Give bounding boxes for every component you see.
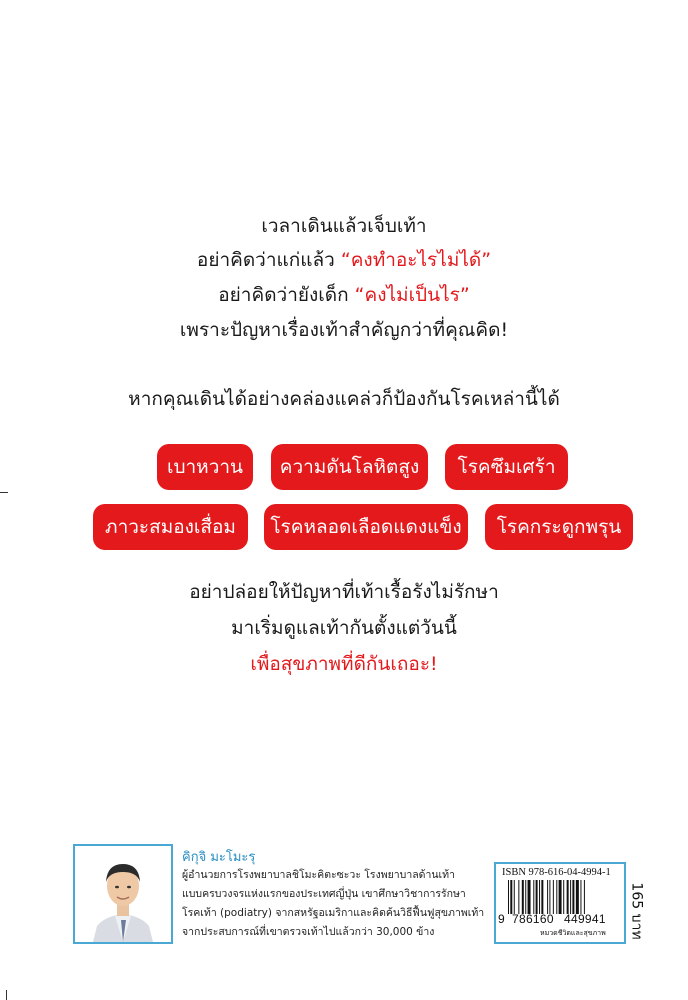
disease-diabetes: เบาหวาน: [157, 444, 253, 490]
author-bio: [182, 866, 484, 942]
intro-line-2-quote: “คงทำอะไรไม่ได้”: [340, 249, 492, 271]
intro-line-1: เวลาเดินแล้วเจ็บเท้า: [261, 215, 427, 237]
author-bio-line: โรคเท้า (podiatry) จากสหรัฐอเมริกาและคิดค้นวิธีฟื้นฟูสุขภาพเท้า: [182, 907, 485, 919]
barcode-bar: [525, 880, 526, 914]
prevent-heading: หากคุณเดินได้อย่างคล่องแคล่วก็ป้องกันโรคเหล่านี้ได้: [128, 388, 560, 410]
author-portrait-image: [75, 846, 171, 942]
barcode-category: หมวดชีวิตและสุขภาพ: [540, 929, 606, 937]
barcode-bar: [576, 880, 579, 914]
barcode-bar: [570, 880, 571, 914]
barcode-bar: [508, 880, 509, 914]
crop-mark-left: [0, 492, 8, 493]
barcode-bar: [533, 880, 534, 914]
disease-depression: โรคซึมเศร้า: [445, 444, 568, 490]
barcode-bar: [563, 880, 564, 914]
isbn-barcode-box: [494, 862, 626, 944]
barcode-bar: [522, 880, 524, 914]
barcode-first-digit: 9: [498, 912, 505, 926]
closing-line-3: เพื่อสุขภาพที่ดีกันเถอะ!: [250, 653, 438, 675]
barcode-bar: [580, 880, 581, 914]
barcode-bar: [541, 880, 543, 914]
barcode-bar: [584, 880, 585, 914]
barcode-bar: [528, 880, 531, 914]
closing-line-1: อย่าปล่อยให้ปัญหาที่เท้าเรื้อรังไม่รักษา: [189, 581, 499, 603]
intro-line-3: [0, 283, 688, 307]
intro-line-2: [0, 248, 688, 272]
disease-atherosclerosis: โรคหลอดเลือดแดงแข็ง: [264, 504, 468, 550]
barcode-bar: [510, 880, 512, 914]
closing-line-2: มาเริ่มดูแลเท้ากันตั้งแต่วันนี้: [231, 617, 457, 639]
price-label: 165 บาท: [628, 882, 645, 940]
barcode-bar: [556, 880, 557, 914]
isbn-text: ISBN 978-616-04-4994-1: [502, 867, 611, 878]
author-name: คิกุจิ มะโมะรุ: [182, 850, 256, 865]
barcode-group-1: 786160: [512, 912, 554, 926]
intro-line-3-quote: “คงไม่เป็นไร”: [354, 284, 470, 306]
author-bio-line: ผู้อำนวยการโรงพยาบาลชิโมะคิตะซะวะ โรงพยาบาลด้านเท้า: [182, 869, 455, 881]
barcode-bar: [567, 880, 569, 914]
barcode-group-2: 449941: [564, 912, 606, 926]
barcode-bar: [514, 880, 515, 914]
author-photo: [73, 844, 173, 944]
intro-line-2-text: อย่าคิดว่าแก่แล้ว: [196, 249, 341, 271]
barcode-bar: [559, 880, 562, 914]
disease-dementia: ภาวะสมองเสื่อม: [93, 504, 248, 550]
barcode-bar: [547, 880, 548, 914]
barcode-bar: [549, 880, 550, 914]
barcode-bar: [536, 880, 538, 914]
barcode-bar: [572, 880, 574, 914]
barcode-bars: [508, 880, 616, 914]
author-bio-line: แบบครบวงจรแห่งแรกของประเทศญี่ปุ่น เขาศึกษาวิชาการรักษา: [182, 888, 466, 900]
intro-line-4: เพราะปัญหาเรื่องเท้าสำคัญกว่าที่คุณคิด!: [179, 319, 509, 341]
barcode-bar: [518, 880, 519, 914]
author-bio-line: จากประสบการณ์ที่เขาตรวจเท้าไปแล้วกว่า 30,000 ข้าง: [182, 926, 435, 938]
crop-mark-bottom: [6, 990, 7, 1000]
barcode-bar: [539, 880, 540, 914]
intro-line-3-text: อย่าคิดว่ายังเด็ก: [218, 284, 355, 306]
disease-osteoporosis: โรคกระดูกพรุน: [485, 504, 633, 550]
disease-hypertension: ความดันโลหิตสูง: [271, 444, 428, 490]
barcode-bar: [553, 880, 554, 914]
